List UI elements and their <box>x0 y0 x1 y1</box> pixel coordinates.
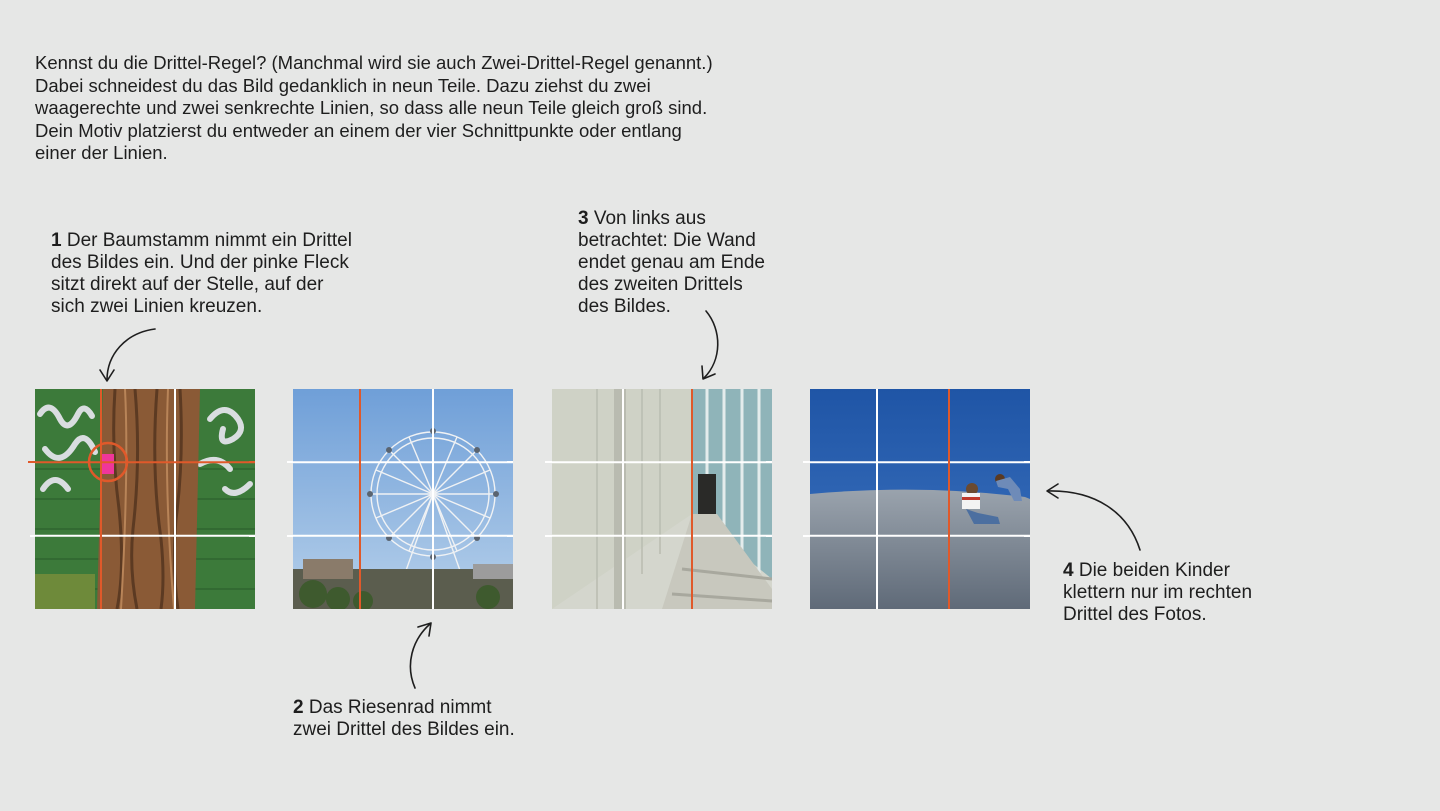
caption-line: des Bildes. <box>578 296 671 317</box>
photo-ferris-wheel <box>293 389 513 609</box>
caption-line: endet genau am Ende <box>578 252 765 273</box>
caption-line: Von links aus <box>593 208 706 229</box>
intro-line: waagerechte und zwei senkrechte Linien, so dass alle neun Teile gleich groß sind. <box>35 97 708 118</box>
intro-text <box>35 52 895 165</box>
intro-line: Dabei schneidest du das Bild gedanklich in neun Teile. Dazu ziehst du zwei <box>35 74 651 96</box>
caption-line: Die beiden Kinder <box>1078 560 1230 581</box>
caption-line: des zweiten Drittels <box>578 274 743 295</box>
caption-3 <box>578 208 765 318</box>
caption-number: 1 <box>51 230 62 251</box>
photo-concrete-wall <box>552 389 772 609</box>
caption-line: klettern nur im rechten <box>1063 582 1253 603</box>
arrow-3 <box>704 311 718 378</box>
caption-4 <box>1063 560 1252 626</box>
caption-line: Das Riesenrad nimmt <box>308 697 492 718</box>
arrow-1 <box>107 329 155 380</box>
caption-line: sich zwei Linien kreuzen. <box>51 296 263 317</box>
caption-1 <box>51 230 352 318</box>
caption-line: Drittel des Fotos. <box>1063 604 1207 625</box>
photo-children-climbing <box>810 389 1030 609</box>
caption-2 <box>293 697 515 741</box>
caption-line: Der Baumstamm nimmt ein Drittel <box>66 230 352 251</box>
intro-line: Dein Motiv platzierst du entweder an einem der vier Schnittpunkte oder entlang <box>35 119 682 141</box>
arrow-4 <box>1048 491 1140 550</box>
caption-line: zwei Drittel des Bildes ein. <box>293 719 515 740</box>
arrow-2 <box>410 624 430 688</box>
caption-line: des Bildes ein. Und der pinke Fleck <box>51 252 349 273</box>
caption-line: betrachtet: Die Wand <box>578 230 756 251</box>
photo-tree-trunk <box>35 389 255 609</box>
intro-line: einer der Linien. <box>35 142 168 163</box>
caption-number: 3 <box>578 208 589 229</box>
caption-line: sitzt direkt auf der Stelle, auf der <box>51 274 324 295</box>
intro-line: Kennst du die Drittel-Regel? (Manchmal wird sie auch Zwei-Drittel-Regel genannt.) <box>35 52 713 73</box>
caption-number: 2 <box>293 697 304 718</box>
caption-number: 4 <box>1063 560 1074 581</box>
